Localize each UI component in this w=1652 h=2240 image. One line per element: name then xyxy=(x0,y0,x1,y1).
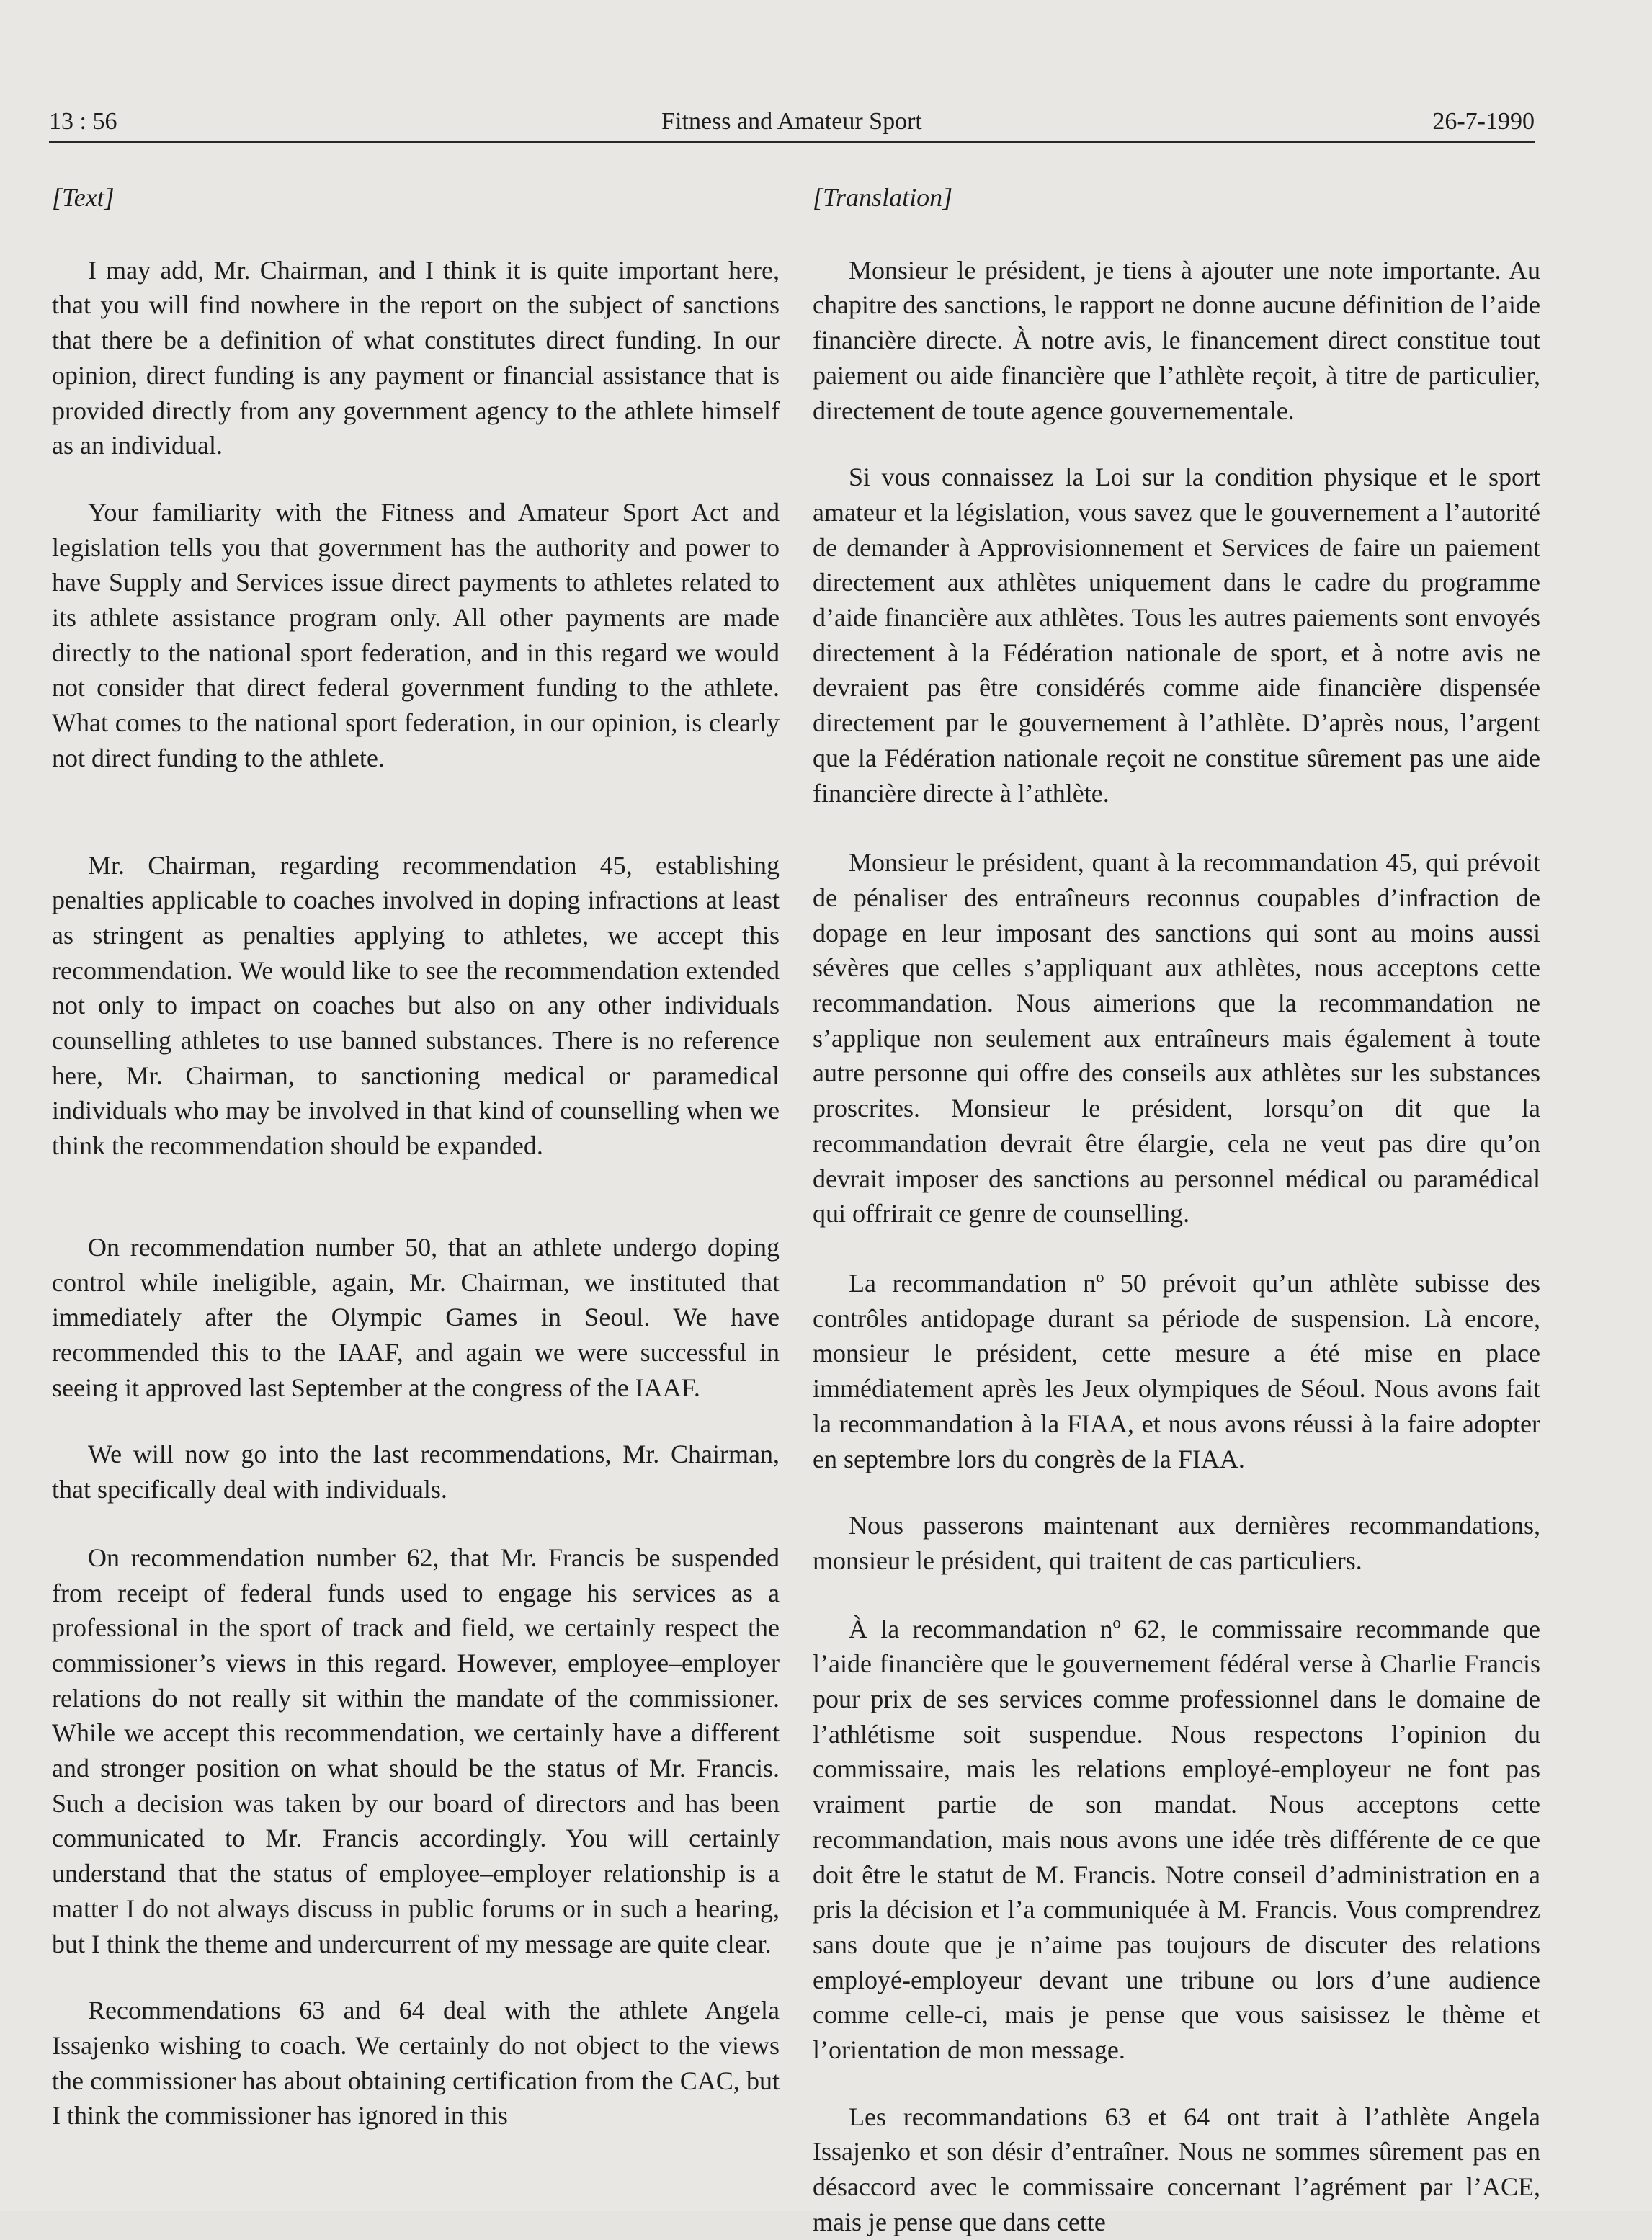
paragraph: We will now go into the last recommendations, Mr. Chairman, that specifically deal with individuals. xyxy=(52,1440,780,1504)
page-header xyxy=(49,108,1535,143)
paragraph: Si vous connaissez la Loi sur la condition physique et le sport amateur et la législation, vous savez que le gouvernement a l’autorité de demander à Approvisionnement et Services de faire un paiement directement aux athlètes uniquement dans le cadre du programme d’aide financière aux athlètes. Tous les autres paiements sont envoyés directement à la Fédération nationale de sport, et à notre avis ne devraient pas être considérés comme aide financière dispensée directement par le gouvernement à l’athlète. D’après nous, l’argent que la Fédération nationale reçoit ne constitue sûrement pas une aide financière directe à l’athlète. xyxy=(813,463,1540,808)
running-title: Fitness and Amateur Sport xyxy=(661,108,922,135)
translation-label: [Translation] xyxy=(813,183,953,212)
paragraph: On recommendation number 62, that Mr. Francis be suspended from receipt of federal funds used to engage his services as a professional in the sport of track and field, we certainly respect the commissioner’s views in this regard. However, employee–employer relations do not really sit within the mandate of the commissioner. While we accept this recommendation, we certainly have a different and stronger position on what should be the status of Mr. Francis. Such a decision was taken by our board of directors and has been communicated to Mr. Francis accordingly. You will certainly understand that the status of employee–employer relationship is a matter I do not always discuss in public forums or in such a hearing, but I think the theme and undercurrent of my message are quite clear. xyxy=(52,1543,780,1958)
page-reference: 13 : 56 xyxy=(49,108,117,135)
header-date: 26-7-1990 xyxy=(1432,108,1535,135)
text-label: [Text] xyxy=(52,183,115,212)
paragraph: Recommendations 63 and 64 deal with the athlete Angela Issajenko wishing to coach. We certainly do not object to the views the commissioner has about obtaining certification from the CAC, but I think the commissioner has ignored in this xyxy=(52,1996,780,2130)
paragraph: La recommandation nº 50 prévoit qu’un athlète subisse des contrôles antidopage durant sa période de suspension. Là encore, monsieur le président, cette mesure a été mise en place immédiatement après les Jeux olympiques de Séoul. Nous avons fait la recommandation à la FIAA, et nous avons réussi à la faire adopter en septembre lors du congrès de la FIAA. xyxy=(813,1268,1540,1473)
paragraph: Mr. Chairman, regarding recommendation 45, establishing penalties applicable to coaches involved in doping infractions at least as stringent as penalties applying to athletes, we accept this recommendation. We would like to see the recommendation extended not only to impact on coaches but also on any other individuals counselling athletes to use banned substances. There is no reference here, Mr. Chairman, to sanctioning medical or paramedical individuals who may be involved in that kind of counselling when we think the recommendation should be expanded. xyxy=(52,850,780,1161)
paragraph: À la recommandation nº 62, le commissaire recommande que l’aide financière que le gouvernement fédéral verse à Charlie Francis pour prix de ses services comme professionnel dans le domaine de l’athlétisme soit suspendue. Nous respectons l’opinion du commissaire, mais les relations employé-employeur ne font pas vraiment partie de son mandat. Nous acceptons cette recommandation, mais nous avons une idée très différente de ce que doit être le statut de M. Francis. Notre conseil d’administration en a pris la décision et l’a communiquée à M. Francis. Vous comprendrez sans doute que je n’aime pas toujours de discuter des relations employé-employeur devant une tribune ou lors d’une audience comme celle-ci, mais je pense que vous saisissez le thème et l’orientation de mon message. xyxy=(813,1614,1540,2065)
paragraph: I may add, Mr. Chairman, and I think it is quite important here, that you will find nowhere in the report on the subject of sanctions that there be a definition of what constitutes direct funding. In our opinion, direct funding is any payment or financial assistance that is provided directly from any government agency to the athlete himself as an individual. xyxy=(52,255,780,460)
french-column xyxy=(813,180,1540,2240)
paragraph: Nous passerons maintenant aux dernières recommandations, monsieur le président, qui traitent de cas particuliers. xyxy=(813,1511,1540,1575)
paragraph: Your familiarity with the Fitness and Amateur Sport Act and legislation tells you that government has the authority and power to have Supply and Services issue direct payments to athletes related to its athlete assistance program only. All other payments are made directly to the national sport federation, and in this regard we would not consider that direct federal government funding to the athlete. What comes to the national sport federation, in our opinion, is clearly not direct funding to the athlete. xyxy=(52,497,780,772)
paragraph: On recommendation number 50, that an athlete undergo doping control while ineligible, again, Mr. Chairman, we instituted that immediately after the Olympic Games in Seoul. We have recommended this to the IAAF, and again we were successful in seeing it approved last September at the congress of the IAAF. xyxy=(52,1232,780,1402)
paragraph: Les recommandations 63 et 64 ont trait à l’athlète Angela Issajenko et son désir d’entraîner. Nous ne sommes sûrement pas en désaccord avec le commissaire concernant l’agrément par l’ACE, mais je pense que dans cette xyxy=(813,2102,1540,2236)
english-column xyxy=(52,180,780,2133)
paragraph: Monsieur le président, je tiens à ajouter une note importante. Au chapitre des sanctions, le rapport ne donne aucune définition de l’aide financière directe. À notre avis, le financement direct constitue tout paiement ou aide financière que l’athlète reçoit, à titre de particulier, directement de toute agence gouvernementale. xyxy=(813,255,1540,425)
paragraph: Monsieur le président, quant à la recommandation 45, qui prévoit de pénaliser des entraîneurs reconnus coupables d’infraction de dopage en leur imposant des sanctions qui sont au moins aussi sévères que celles s’appliquant aux athlètes, nous acceptons cette recommandation. Nous aimerions que la recommandation ne s’applique non seulement aux entraîneurs mais également à toute autre personne qui offre des conseils aux athlètes sur les substances proscrites. Monsieur le président, lorsqu’on dit que la recommandation devrait être élargie, cela ne veut pas dire qu’on devrait imposer des sanctions au personnel médical ou paramédical qui offrirait ce genre de counselling. xyxy=(813,848,1540,1228)
